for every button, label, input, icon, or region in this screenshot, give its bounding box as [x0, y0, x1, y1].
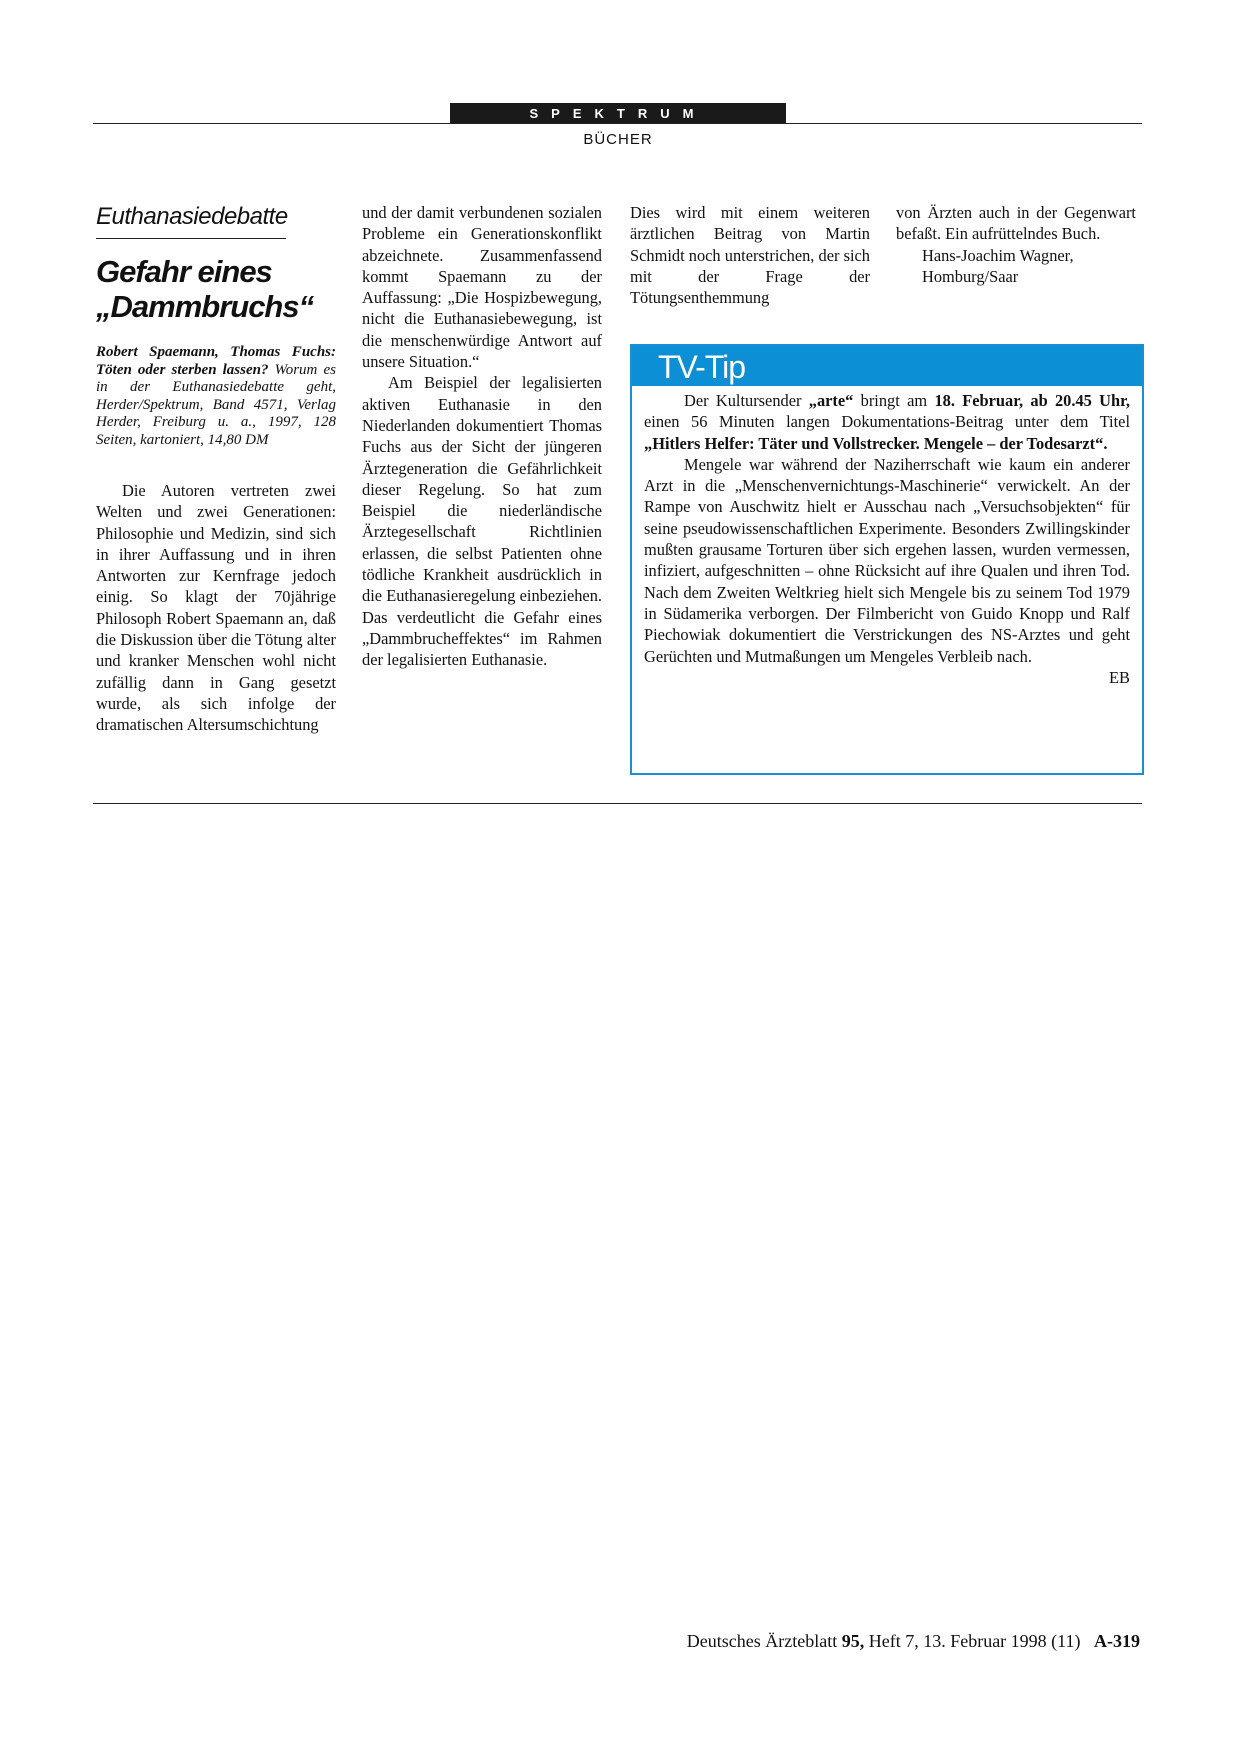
column-1-paragraph: Die Autoren vertreten zwei Welten und zwei Generationen: Philosophie und Medizin, sind sich in ihrer Auffassung und in ihren Antworten zur Kernfrage jedoch einig. So klagt der 70jährige Philosoph Robert Spaemann an, daß die Diskussion über die Tötung alter und kranker Menschen wohl nicht zufällig dann in Gang gesetzt wurde, als sich infolge der dramatischen Altersumschichtung	[96, 481, 336, 735]
column-3-paragraph: Dies wird mit einem weiteren ärztlichen Beitrag von Martin Schmidt noch unterstrichen, der sich mit der Frage der Tötungsenthemmung	[630, 203, 870, 308]
reviewer-place: Homburg/Saar	[922, 266, 1019, 286]
header-rule	[93, 123, 1142, 124]
tv-tip-signoff: EB	[1109, 667, 1130, 687]
citation-authors-title: Robert Spaemann, Thomas Fuchs: Töten oder sterben lassen?	[96, 344, 336, 378]
tv-tip-body	[632, 390, 1142, 688]
article-column-3	[630, 202, 870, 308]
column-2-paragraph-2: Am Beispiel der legalisierten aktiven Euthanasie in den Niederlanden dokumentiert Thomas Fuchs aus der Sicht der jüngeren Ärztegeneration die Gefährlichkeit dieser Regelung. So hat zum Beispiel die niederländische Ärztegesellschaft Richtlinien erlassen, die selbst Patienten ohne tödliche Krankheit ausdrücklich in die Euthanasieregelung einbeziehen. Das verdeutlicht die Gefahr eines „Dammbrucheffektes“ im Rahmen der legalisierten Euthanasie.	[362, 373, 602, 670]
column-4-paragraph: von Ärzten auch in der Gegenwart befaßt. Ein aufrüttelndes Buch.	[896, 203, 1136, 244]
tv-tip-title-bar	[632, 346, 1142, 386]
article-kicker: Euthanasiedebatte	[96, 203, 288, 230]
article-column-1	[96, 480, 336, 736]
column-2-paragraph-1: und der damit verbundenen sozialen Probleme ein Generationskonflikt abzeichnete. Zusammenfassend kommt Spaemann zu der Auffassung: „Die Hospizbewegung, nicht die Euthanasiebewegung, ist die menschenwürdige Antwort auf unsere Situation.“	[362, 203, 602, 372]
citation-details: Worum es in der Euthanasiedebatte geht, Herder/Spektrum, Band 4571, Verlag Herder, Freiburg u. a., 1997, 128 Seiten, kartoniert, 14,80 DM	[96, 361, 336, 448]
article-column-2	[362, 202, 602, 671]
page-number: A-319	[1094, 1631, 1140, 1651]
tv-tip-paragraph-2: Mengele war während der Naziherrschaft wie kaum ein anderer Arzt in die „Menschenvernichtungs-Maschinerie“ verwickelt. An der Rampe von Auschwitz hielt er Ausschau nach „Versuchsobjekten“ für seine pseudowissenschaftlichen Experimente. Besonders Zwillingskinder mußten grausame Torturen über sich ergehen lassen, wurden vermessen, infiziert, aufgeschnitten – ohne Rücksicht auf ihre Qualen und ihren Tod. Nach dem Zweiten Weltkrieg hielt sich Mengele bis zu seinem Tod 1979 in Südamerika verborgen. Der Filmbericht von Guido Knopp und Ralf Piechowiak dokumentiert die Verstrickungen des NS-Arztes und geht Gerüchten und Mutmaßungen um Mengeles Verbleib nach.	[644, 454, 1130, 666]
article-column-4	[896, 202, 1136, 287]
reviewer-name: Hans-Joachim Wagner,	[922, 245, 1074, 265]
headline-line-1: Gefahr eines	[96, 254, 272, 289]
kicker-rule	[96, 238, 286, 239]
tv-text: einen 56 Minuten langen Dokumentations-Beitrag unter dem Titel	[644, 412, 1130, 432]
subsection-label: BÜCHER	[583, 131, 653, 148]
book-citation	[96, 344, 336, 450]
tv-text: Der Kultursender	[684, 391, 809, 410]
tv-tip-paragraph-1	[644, 390, 1130, 454]
volume-number: 95,	[841, 1631, 865, 1651]
journal-name: Deutsches Ärzteblatt	[686, 1631, 842, 1651]
footer-rule	[93, 803, 1142, 804]
tv-text: bringt am	[853, 391, 935, 410]
headline-line-2: „Dammbruchs“	[96, 289, 314, 324]
broadcast-time: 18. Februar, ab 20.45 Uhr,	[934, 391, 1130, 410]
issue-info: Heft 7, 13. Februar 1998 (11)	[864, 1631, 1081, 1651]
channel-name: „arte“	[808, 391, 854, 410]
page-footer	[687, 1631, 1140, 1652]
program-title: „Hitlers Helfer: Täter und Vollstrecker. Mengele – der Todesarzt“.	[644, 433, 1108, 453]
article-headline	[96, 254, 346, 324]
tv-tip-box	[630, 344, 1144, 775]
section-banner: SPEKTRUM	[450, 103, 786, 124]
tv-tip-title: TV-Tip	[658, 349, 746, 385]
